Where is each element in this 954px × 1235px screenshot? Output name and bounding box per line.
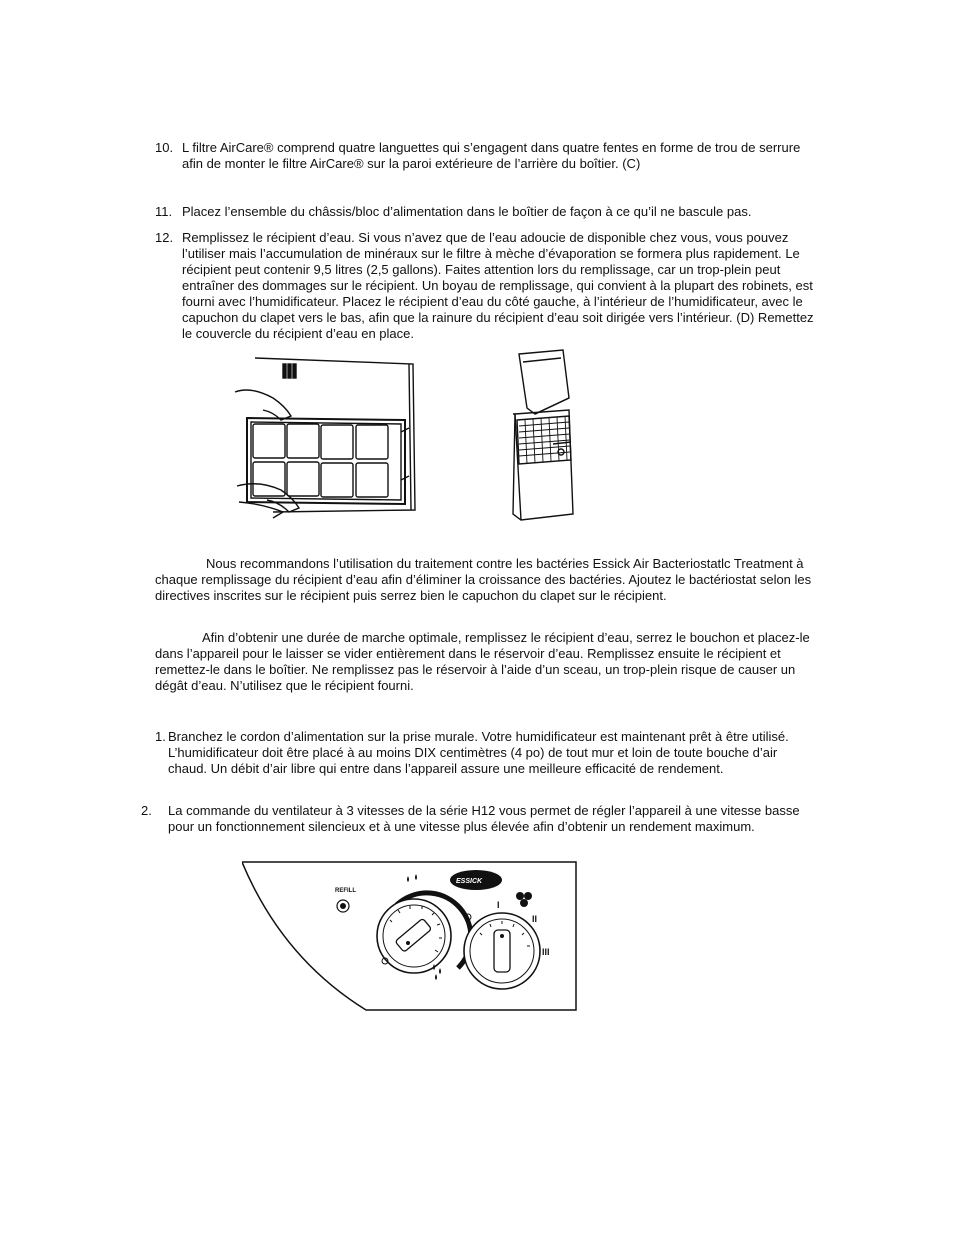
droplet-low-icon (407, 874, 417, 882)
humidistat-knob[interactable] (377, 893, 471, 973)
step-text: Placez l’ensemble du châssis/bloc d’alimentation dans le boîtier de façon à ce qu’il ne bascule pas. (182, 204, 752, 219)
speed-label-medium: II (532, 914, 538, 924)
brand-label: ESSICK (456, 878, 483, 885)
refill-label: REFILL (335, 888, 356, 894)
droplet-high-icon (433, 964, 441, 980)
step-number: 12. (155, 230, 174, 245)
step-text: La commande du ventilateur à 3 vitesses de la série H12 vous permet de régler l’appareil à une vitesse basse pour un fonctionnement silencieux et à une vitesse plus élevée afin d’obtenir un rendement maximum. (168, 803, 800, 834)
step-text: Branchez le cordon d’alimentation sur la prise murale. Votre humidificateur est maintenant prêt à être utilisé. L’humidificateur doit être placé à au moins DIX centimètres (4 po) de tout mur et loin de toute bouche d’air chaud. Un débit d’air libre qui entre dans l’appareil assure une meilleure efficacité de rendement. (168, 729, 789, 776)
refill-paragraph: Afin d’obtenir une durée de marche optimale, remplissez le récipient d’eau, serrez le bouchon et placez-le dans l’appareil pour le laisser se vider entièrement dans le réservoir d’eau. Remplissez ensuite le récipient et remettez-le dans le boîtier. Ne remplissez pas le réservoir à l’aide d’un sceau, un trop-plein risque de causer un dégât d’eau. N’utilisez que le récipient fourni. (155, 630, 810, 693)
step-number: 11. (155, 204, 173, 219)
bacteriostat-paragraph: Nous recommandons l’utilisation du traitement contre les bactéries Essick Air Bacteriostatlc Treatment à chaque remplissage du récipient d’eau afin d’éliminer la croissance des bactéries. Ajoutez le bactériostat selon les directives inscrites sur le récipient puis serrez bien le capuchon du clapet sur le récipient. (155, 556, 812, 603)
fan-speed-knob[interactable] (464, 913, 540, 989)
speed-label-high: III (542, 947, 550, 957)
fan-icon (516, 892, 532, 907)
speed-label-low: I (497, 900, 500, 910)
step-text: L filtre AirCare® comprend quatre languettes qui s’engagent dans quatre fentes en forme de trou de serrure afin de monter le filtre AirCare® sur la paroi extérieure de l’arrière du boîtier. (C) (182, 140, 801, 171)
step-number: 10. (155, 140, 174, 155)
water-bottle-placement-illustration (505, 348, 585, 524)
fan-control-panel-illustration (242, 858, 582, 1014)
filter-mounting-illustration (233, 352, 433, 524)
step-text: Remplissez le récipient d’eau. Si vous n’avez que de l’eau adoucie de disponible chez vous, vous pouvez l’utiliser mais l’accumulation de minéraux sur le filtre à mèche d’évaporation se formera plus rapidement. Le récipient peut contenir 9,5 litres (2,5 gallons). Faites attention lors du remplissage, car un trop-plein peut entraîner des dommages sur le récipient. Un boyau de remplissage, qui convient à la plupart des robinets, est fourni avec l’humidificateur. Placez le récipient d’eau du côté gauche, à l’intérieur de l’humidificateur, avec le capuchon du clapet vers le bas, afin que la rainure du récipient d’eau soit dirigée vers l’intérieur. (D) Remettez le couvercle du récipient d’eau en place. (182, 230, 814, 341)
step-number: 1. (155, 729, 166, 744)
step-number: 2. (141, 803, 152, 818)
